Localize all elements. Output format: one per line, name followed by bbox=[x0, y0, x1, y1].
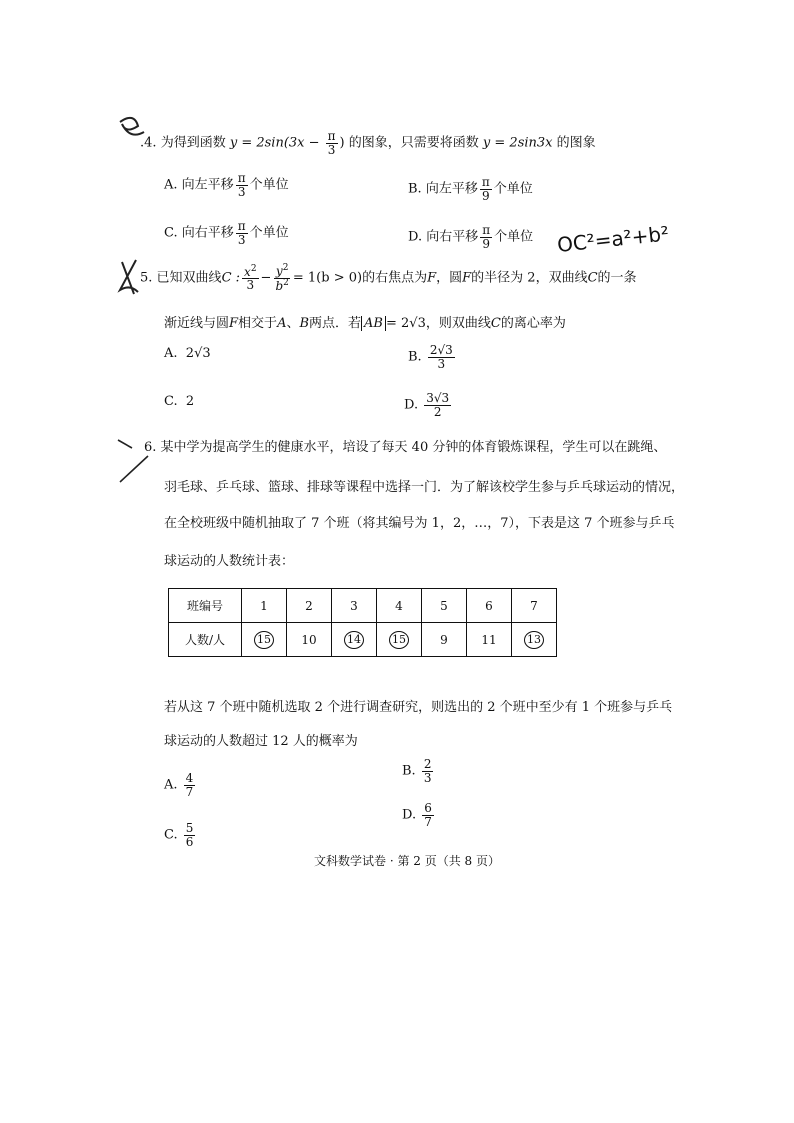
q6-line4: 球运动的人数统计表： bbox=[164, 554, 295, 569]
table-row-counts bbox=[169, 623, 557, 657]
circled-count: 15 bbox=[389, 631, 409, 649]
table-cell bbox=[377, 623, 422, 657]
table-cell: 2 bbox=[287, 589, 332, 623]
q6-after-line1: 若从这 7 个班中随机选取 2 个进行调查研究，则选出的 2 个班中至少有 1 个班参与乒乓 bbox=[164, 700, 673, 715]
table-cell: 5 bbox=[422, 589, 467, 623]
table-header-class-id: 班编号 bbox=[169, 589, 242, 623]
table-cell: 10 bbox=[287, 623, 332, 657]
page-footer: 文科数学试卷 · 第 2 页（共 8 页） bbox=[314, 854, 500, 868]
q4-stem: .4. 为得到函数 y = 2sin(3x − $\frac{\pi}{3}$ ) 的图象，只需要将函数 y = 2sin3x 的图象 bbox=[140, 129, 596, 157]
table-cell bbox=[332, 623, 377, 657]
scribble-q5 bbox=[120, 260, 138, 294]
q6-line2: 羽毛球、乒乓球、篮球、排球等课程中选择一门．为了解该校学生参与乒乓球运动的情况， bbox=[164, 480, 685, 495]
table-header-count: 人数/人 bbox=[169, 623, 242, 657]
table-cell: 7 bbox=[512, 589, 557, 623]
table-cell: 6 bbox=[467, 589, 512, 623]
table-cell: 4 bbox=[377, 589, 422, 623]
q6-option-a: A. $\frac{4}{7}$ bbox=[164, 771, 194, 799]
table-cell bbox=[512, 623, 557, 657]
q6-number: 6. bbox=[144, 440, 157, 455]
q4-option-d: D. 向右平移 $\frac{\pi}{9}$ 个单位 bbox=[408, 223, 534, 251]
table-cell: 11 bbox=[467, 623, 512, 657]
q6-option-d: D. $\frac{6}{7}$ bbox=[402, 801, 432, 829]
table-row-class-ids bbox=[169, 589, 557, 623]
q4-option-c: C. 向右平移 $\frac{\pi}{3}$ 个单位 bbox=[164, 219, 289, 247]
table-cell: 9 bbox=[422, 623, 467, 657]
q6-after-line2: 球运动的人数超过 12 人的概率为 bbox=[164, 734, 358, 749]
q6-line1: 6. 某中学为提高学生的健康水平，培设了每天 40 分钟的体育锻炼课程，学生可以在跳绳、 bbox=[144, 440, 667, 455]
q5-option-c: C. 2 bbox=[164, 394, 195, 409]
circled-count: 15 bbox=[254, 631, 274, 649]
table-cell bbox=[242, 623, 287, 657]
q5-stem-line2: 渐近线与圆F相交于A、B两点．若 AB = 2√3，则双曲线C的离心率为 bbox=[164, 316, 566, 331]
q5-option-d: D. $\frac{3√3}{2}$ bbox=[404, 391, 450, 419]
q5-number: 5. bbox=[140, 270, 153, 286]
table-cell: 1 bbox=[242, 589, 287, 623]
q6-option-c: C. $\frac{5}{6}$ bbox=[164, 821, 194, 849]
q4-formula1: y = 2sin(3x − bbox=[229, 135, 324, 151]
q5-option-a: A. 2√3 bbox=[164, 346, 211, 361]
q4-option-a: A. 向左平移 $\frac{\pi}{3}$ 个单位 bbox=[164, 171, 289, 199]
q4-formula2: y = 2sin3x bbox=[482, 135, 553, 151]
q6-line3: 在全校班级中随机抽取了 7 个班（将其编号为 1，2，…，7），下表是这 7 个班参与乒乓 bbox=[164, 516, 675, 531]
q5-stem-line1: 5. 已知双曲线C : $\frac{x^2}{3}$ − $\frac{y^2}{b^2}$ = 1(b > 0)的右焦点为F，圆F的半径为 2，双曲线C的一条 bbox=[140, 263, 637, 293]
table-cell: 3 bbox=[332, 589, 377, 623]
circled-count: 14 bbox=[344, 631, 364, 649]
q4-number: .4. bbox=[140, 135, 157, 151]
handwritten-note: OC²=a²+b² bbox=[556, 221, 671, 257]
q4-option-b: B. 向左平移 $\frac{\pi}{9}$ 个单位 bbox=[408, 175, 533, 203]
q5-option-b: B. $\frac{2√3}{3}$ bbox=[408, 343, 453, 371]
class-stats-table bbox=[168, 588, 557, 657]
circled-count: 13 bbox=[524, 631, 544, 649]
q6-option-b: B. $\frac{2}{3}$ bbox=[402, 757, 432, 785]
